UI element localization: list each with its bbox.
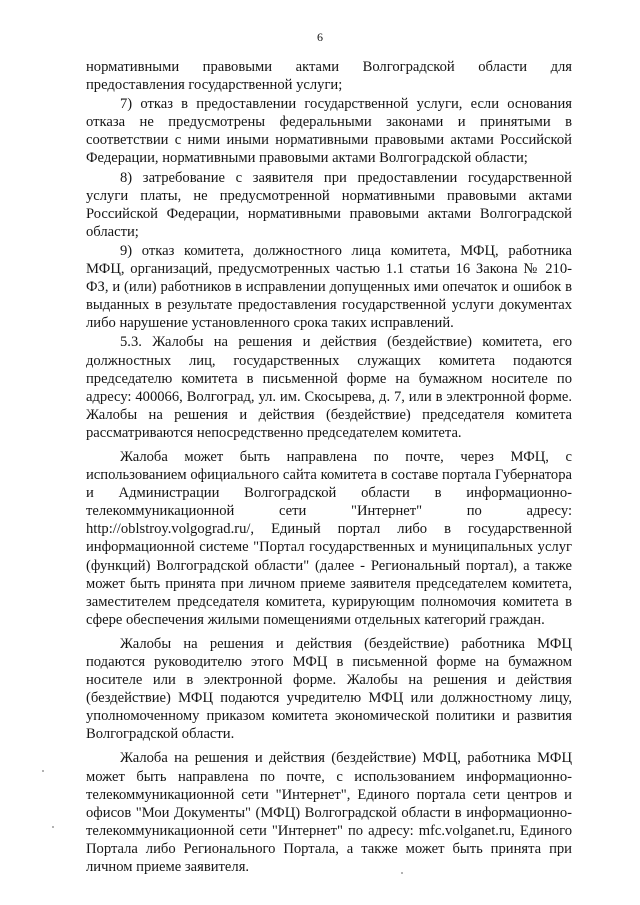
paragraph-complaint-channels: Жалоба может быть направлена по почте, через МФЦ, с использованием официального сайта комитета в составе портала Губернатора и Администрации Волгоградской области в информационно-телекоммуникационной сети "Интернет" по адресу: http://oblstroy.volgograd.ru/, Единый портал либо в государственной информационной системе "Портал государственных и муниципальных услуг (функций) Волгоградской области" (далее - Региональный портал), а также может быть принята при личном приеме заявителя председателем комитета, заместителем председателя комитета, курирующим полномочия комитета в сфере обеспечения жилыми помещениями отдельных категорий граждан.	[86, 448, 572, 628]
paragraph-section-5-3: 5.3. Жалобы на решения и действия (бездействие) комитета, его должностных лиц, государственных служащих комитета подаются председателю комитета в письменной форме на бумажном носителе по адресу: 400066, Волгоград, ул. им. Скосырева, д. 7, или в электронной форме. Жалобы на решения и действия (бездействие) председателя комитета рассматриваются непосредственно председателем комитета.	[86, 334, 572, 441]
scan-speck	[401, 872, 403, 874]
page-number: 6	[317, 30, 323, 44]
scan-speck	[52, 826, 54, 828]
paragraph-mfc-complaint-channels: Жалоба на решения и действия (бездействие) МФЦ, работника МФЦ может быть направлена по почте, с использованием информационно-телекоммуникационной сети "Интернет", Единого портала сети центров и офисов "Мои Документы" (МФЦ) Волгоградской области в информационно-телекоммуникационной сети "Интернет" по адресу: mfc.volganet.ru, Единого Портала либо Регионального Портала, а также может быть принята при личном приеме заявителя.	[86, 750, 572, 876]
paragraph-mfc-employee-complaints: Жалобы на решения и действия (бездействие) работника МФЦ подаются руководителю этого МФЦ в письменной форме на бумажном носителе или в электронной форме. Жалобы на решения и действия (бездействие) МФЦ подаются учредителю МФЦ или должностному лицу, уполномоченному приказом комитета экономической политики и развития Волгоградской области.	[86, 635, 572, 743]
paragraph-item-9: 9) отказ комитета, должностного лица комитета, МФЦ, работника МФЦ, организаций, предусмотренных частью 1.1 статьи 16 Закона № 210-ФЗ, и (или) работников в исправлении допущенных ими опечаток и ошибок в выданных в результате предоставления государственной услуги документах либо нарушение установленного срока таких исправлений.	[86, 242, 572, 332]
scan-speck	[42, 770, 44, 772]
paragraph-item-7: 7) отказ в предоставлении государственной услуги, если основания отказа не предусмотрены федеральными законами и принятыми в соответствии с ними иными нормативными правовыми актами Российской Федерации, нормативными правовыми актами Волгоградской области;	[86, 96, 572, 167]
document-body	[86, 58, 572, 876]
paragraph-continuation: нормативными правовыми актами Волгоградской области для предоставления государственной услуги;	[86, 59, 572, 94]
paragraph-item-8: 8) затребование с заявителя при предоставлении государственной услуги платы, не предусмотренной нормативными правовыми актами Российской Федерации, нормативными правовыми актами Волгоградской области;	[86, 169, 572, 240]
